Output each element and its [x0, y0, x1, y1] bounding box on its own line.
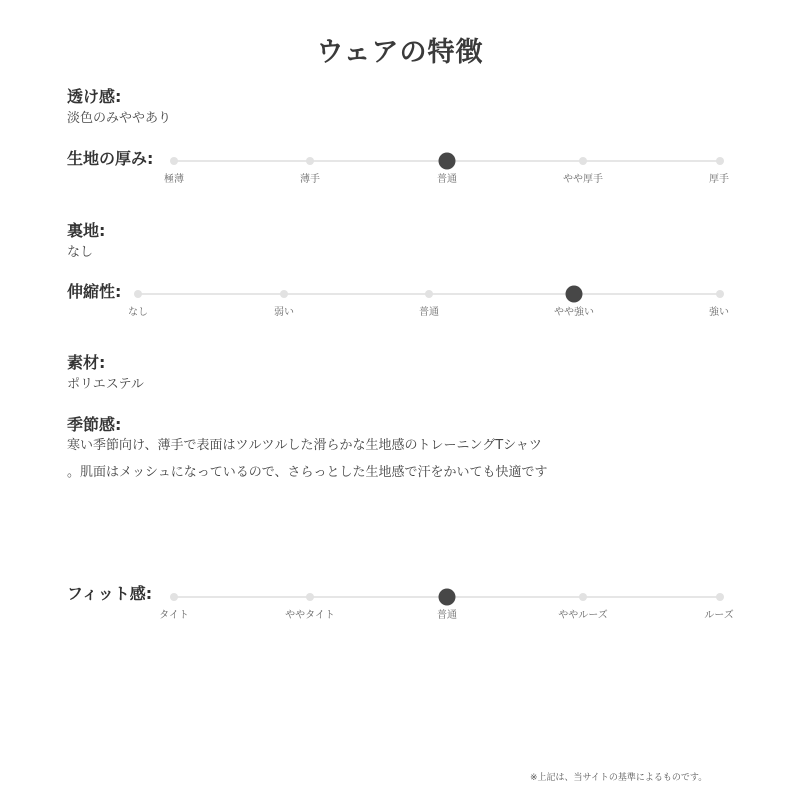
stretch-option-dot[interactable]	[134, 290, 142, 298]
footnote: ※上記は、当サイトの基準によるものです。	[530, 773, 708, 783]
thickness-option-dot[interactable]	[579, 157, 587, 165]
season-description-line-2: 。肌面はメッシュになっているので、さらっとした生地感で汗をかいても快適です	[67, 465, 548, 480]
stretch-option-label: 普通	[419, 307, 439, 318]
fit-selected-dot[interactable]	[439, 589, 456, 606]
fit-option-dot[interactable]	[579, 593, 587, 601]
transparency-label: 透け感:	[67, 87, 122, 106]
fit-option-label: ややタイト	[285, 610, 335, 621]
thickness-option-label: 厚手	[709, 174, 729, 185]
stretch-option-label: なし	[128, 307, 148, 318]
thickness-selected-dot[interactable]	[439, 153, 456, 170]
thickness-option-label: やや厚手	[563, 174, 603, 185]
thickness-option-dot[interactable]	[170, 157, 178, 165]
fit-option-label: ルーズ	[704, 610, 734, 621]
lining-label: 裏地:	[67, 221, 106, 240]
season-label: 季節感:	[67, 415, 122, 434]
thickness-option-dot[interactable]	[306, 157, 314, 165]
stretch-option-dot[interactable]	[425, 290, 433, 298]
lining-value: なし	[67, 245, 94, 260]
material-label: 素材:	[67, 353, 106, 372]
thickness-option-label: 薄手	[300, 174, 320, 185]
stretch-option-label: 強い	[709, 307, 729, 318]
fit-option-label: ややルーズ	[558, 610, 608, 621]
stretch-option-label: やや強い	[554, 307, 594, 318]
stretch-option-dot[interactable]	[716, 290, 724, 298]
fit-label: フィット感:	[67, 584, 153, 603]
fit-option-dot[interactable]	[306, 593, 314, 601]
stretch-option-dot[interactable]	[280, 290, 288, 298]
material-value: ポリエステル	[67, 377, 144, 392]
thickness-label: 生地の厚み:	[67, 149, 154, 168]
fit-option-label: 普通	[437, 610, 457, 621]
stretch-selected-dot[interactable]	[566, 286, 583, 303]
fit-option-dot[interactable]	[170, 593, 178, 601]
transparency-value: 淡色のみややあり	[67, 111, 172, 126]
thickness-option-dot[interactable]	[716, 157, 724, 165]
stretch-option-label: 弱い	[274, 307, 294, 318]
thickness-option-label: 普通	[437, 174, 457, 185]
fit-option-dot[interactable]	[716, 593, 724, 601]
season-description-line-1: 寒い季節向け、薄手で表面はツルツルした滑らかな生地感のトレーニングTシャツ	[67, 438, 542, 453]
page-title: ウェアの特徴	[316, 37, 484, 68]
stretch-label: 伸縮性:	[67, 282, 122, 301]
fit-option-label: タイト	[159, 610, 189, 621]
thickness-option-label: 極薄	[164, 174, 184, 185]
